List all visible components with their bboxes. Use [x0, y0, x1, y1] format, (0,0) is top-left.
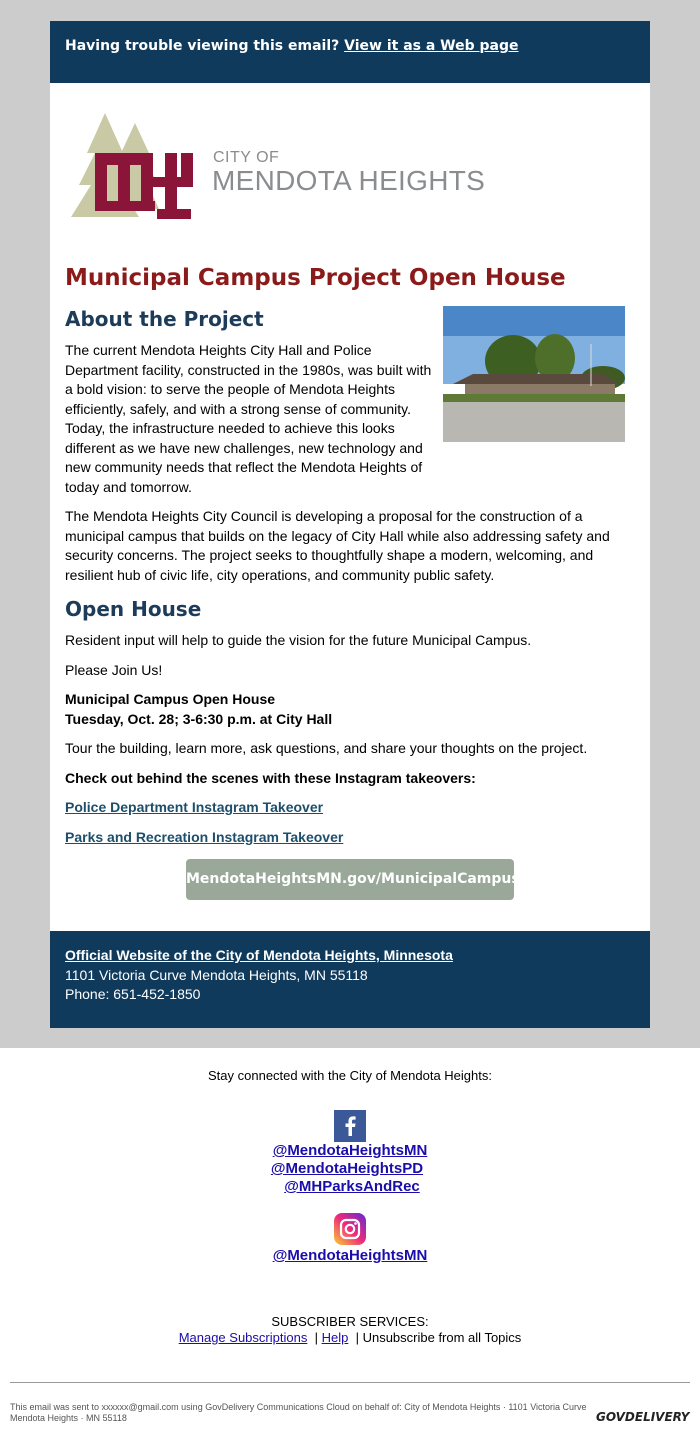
instagram-icon[interactable]: [334, 1213, 366, 1245]
logo-mendota-heights: MENDOTA HEIGHTS: [212, 165, 486, 196]
social-lead: Stay connected with the City of Mendota Heights:: [208, 1068, 492, 1083]
subscriber-services: [0, 1314, 700, 1345]
fb-link-mhparksandrec[interactable]: @MHParksAndRec: [284, 1178, 420, 1195]
page-title: Municipal Campus Project Open House: [65, 265, 566, 291]
subscriber-heading: SUBSCRIBER SERVICES:: [271, 1314, 429, 1329]
about-heading: About the Project: [65, 307, 264, 331]
municipal-campus-button[interactable]: MendotaHeightsMN.gov/MunicipalCampus: [186, 859, 514, 900]
trouble-text: Having trouble viewing this email?: [65, 38, 340, 54]
separator: |: [314, 1330, 318, 1345]
city-logo: [65, 113, 505, 223]
social-section: [0, 1068, 700, 1265]
main-content: [65, 265, 635, 847]
email-footer: [50, 931, 650, 1028]
manage-subscriptions-link[interactable]: Manage Subscriptions: [178, 1330, 308, 1345]
ig-link-mendotaheightsmn[interactable]: @MendotaHeightsMN: [272, 1247, 428, 1264]
fb-link-mendotaheightsmn[interactable]: @MendotaHeightsMN: [272, 1142, 428, 1159]
official-website-link[interactable]: Official Website of the City of Mendota Heights, Minnesota: [65, 947, 453, 963]
police-link-row: [65, 798, 635, 818]
govdelivery-logo: [596, 1410, 690, 1424]
fineprint: This email was sent to xxxxxx@gmail.com using GovDelivery Communications Cloud on behalf of: City of Mendota Heights · 1101 Victoria Curve Mendota Heights · MN 55118: [10, 1402, 587, 1423]
police-instagram-link[interactable]: Police Department Instagram Takeover: [65, 799, 324, 815]
tour-text: Tour the building, learn more, ask questions, and share your thoughts on the project.: [65, 740, 588, 756]
input-text: Resident input will help to guide the vision for the future Municipal Campus.: [65, 632, 532, 648]
fb-link-mendotaheightspd[interactable]: @MendotaHeightsPD: [270, 1160, 424, 1177]
unsubscribe-text[interactable]: Unsubscribe from all Topics: [362, 1330, 522, 1345]
subscriber-links: [0, 1330, 700, 1345]
email-header: [50, 21, 650, 83]
about-paragraph-1: The current Mendota Heights City Hall and Police Department facility, constructed in the 1980s, was built with a bold vision: to serve the people of Mendota Heights efficiently, safely, and with a strong sense of community. Today, the infrastructure needed to achieve this looks different as we have new challenges, new technology and new community needs that reflect the Mendota Heights of today and tomorrow.: [65, 342, 432, 495]
parks-link-row: [65, 828, 635, 848]
mh-logo-mark: [65, 113, 205, 223]
footer-phone: Phone: 651-452-1850: [65, 986, 201, 1002]
separator: |: [355, 1330, 359, 1345]
facebook-links: [0, 1142, 700, 1196]
govdelivery-brand: GOVDELIVERY: [596, 1410, 690, 1424]
footer-address: 1101 Victoria Curve Mendota Heights, MN 55118: [65, 966, 368, 983]
open-house-heading: Open House: [65, 597, 202, 621]
divider: [10, 1382, 690, 1383]
instagram-link-row: [0, 1247, 700, 1265]
web-page-link[interactable]: View it as a Web page: [344, 38, 519, 54]
about-paragraph-2: The Mendota Heights City Council is developing a proposal for the construction of a municipal campus that builds on the legacy of City Hall while also addressing safety and security concerns. The project seeks to thoughtfully shape a modern, welcoming, and resilient hub of civic life, city operations, and community public safety.: [65, 508, 610, 583]
logo-city-of: CITY OF: [213, 149, 280, 166]
event-when: Tuesday, Oct. 28; 3-6:30 p.m. at City Hall: [65, 710, 333, 727]
parks-instagram-link[interactable]: Parks and Recreation Instagram Takeover: [65, 828, 344, 845]
join-text: Please Join Us!: [65, 661, 163, 678]
instagram-lead: Check out behind the scenes with these Instagram takeovers:: [65, 769, 476, 786]
event-name: Municipal Campus Open House: [65, 691, 276, 707]
city-hall-photo: [443, 306, 625, 442]
email-body: [50, 21, 650, 1028]
facebook-icon[interactable]: [334, 1110, 366, 1142]
help-link[interactable]: Help: [321, 1330, 349, 1345]
